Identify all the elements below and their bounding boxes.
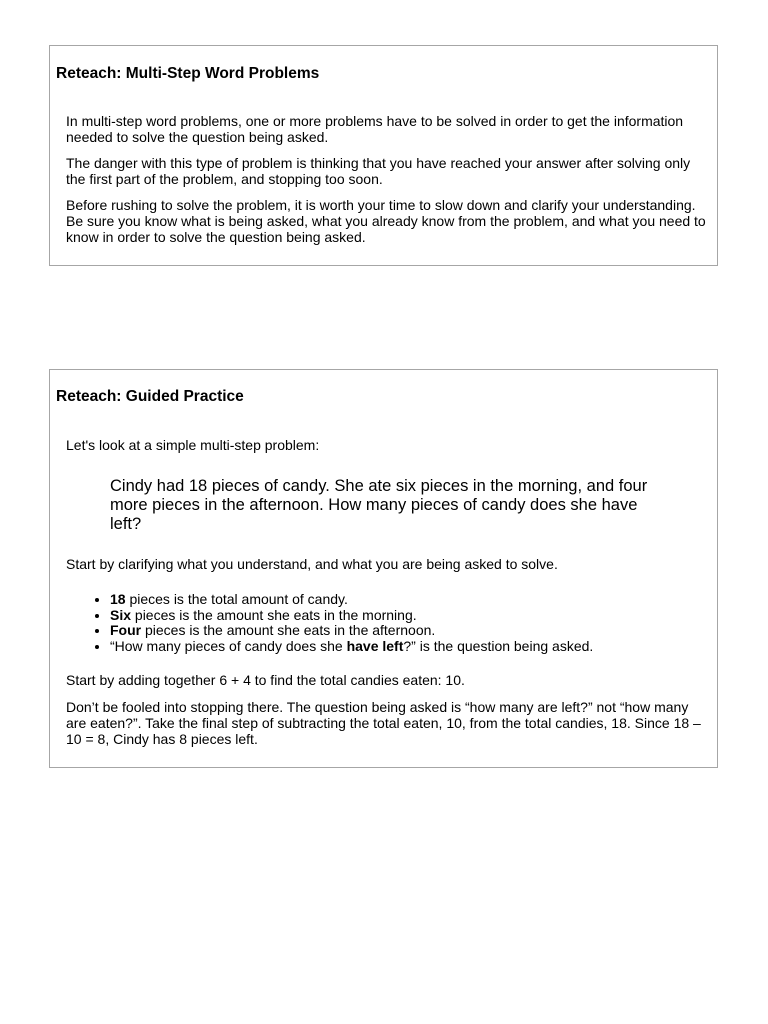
list-item: • “How many pieces of candy does she have left?” is the question being asked. <box>110 639 710 655</box>
clarify-paragraph: Start by clarifying what you understand, and what you are being asked to solve. <box>66 556 558 572</box>
guided-practice-card <box>49 369 718 768</box>
list-item: • Six pieces is the amount she eats in the morning. <box>110 608 710 624</box>
multi-step-word-problems-card <box>49 45 718 266</box>
word-problem: Cindy had 18 pieces of candy. She ate six pieces in the morning, and four more pieces in the afternoon. How many pieces of candy does she have left? <box>110 477 648 533</box>
card-title: Reteach: Multi-Step Word Problems <box>56 65 320 82</box>
step-paragraph: Start by adding together 6 + 4 to find the total candies eaten: 10. <box>66 672 465 688</box>
list-item: • 18 pieces is the total amount of candy. <box>110 592 710 608</box>
intro-paragraph: Let's look at a simple multi-step problem: <box>66 437 320 453</box>
card-title: Reteach: Guided Practice <box>56 388 244 405</box>
list-item: • Four pieces is the amount she eats in the afternoon. <box>110 623 710 639</box>
conclusion-paragraph: Don’t be fooled into stopping there. The question being asked is “how many are left?” not “how many are eaten?”. Take the final step of subtracting the total eaten, 10, from the total candies, 18. Since 18 – 10 = 8, Cindy has 8 pieces left. <box>66 699 701 747</box>
intro-paragraph: In multi-step word problems, one or more problems have to be solved in order to get the information needed to solve the question being asked. <box>66 113 684 145</box>
danger-paragraph: The danger with this type of problem is thinking that you have reached your answer after solving only the first part of the problem, and stopping too soon. <box>66 155 691 187</box>
facts-list <box>94 592 710 654</box>
advice-paragraph: Before rushing to solve the problem, it is worth your time to slow down and clarify your understanding. Be sure you know what is being asked, what you already know from the problem, and what you need to know in order to solve the question being asked. <box>66 197 706 245</box>
